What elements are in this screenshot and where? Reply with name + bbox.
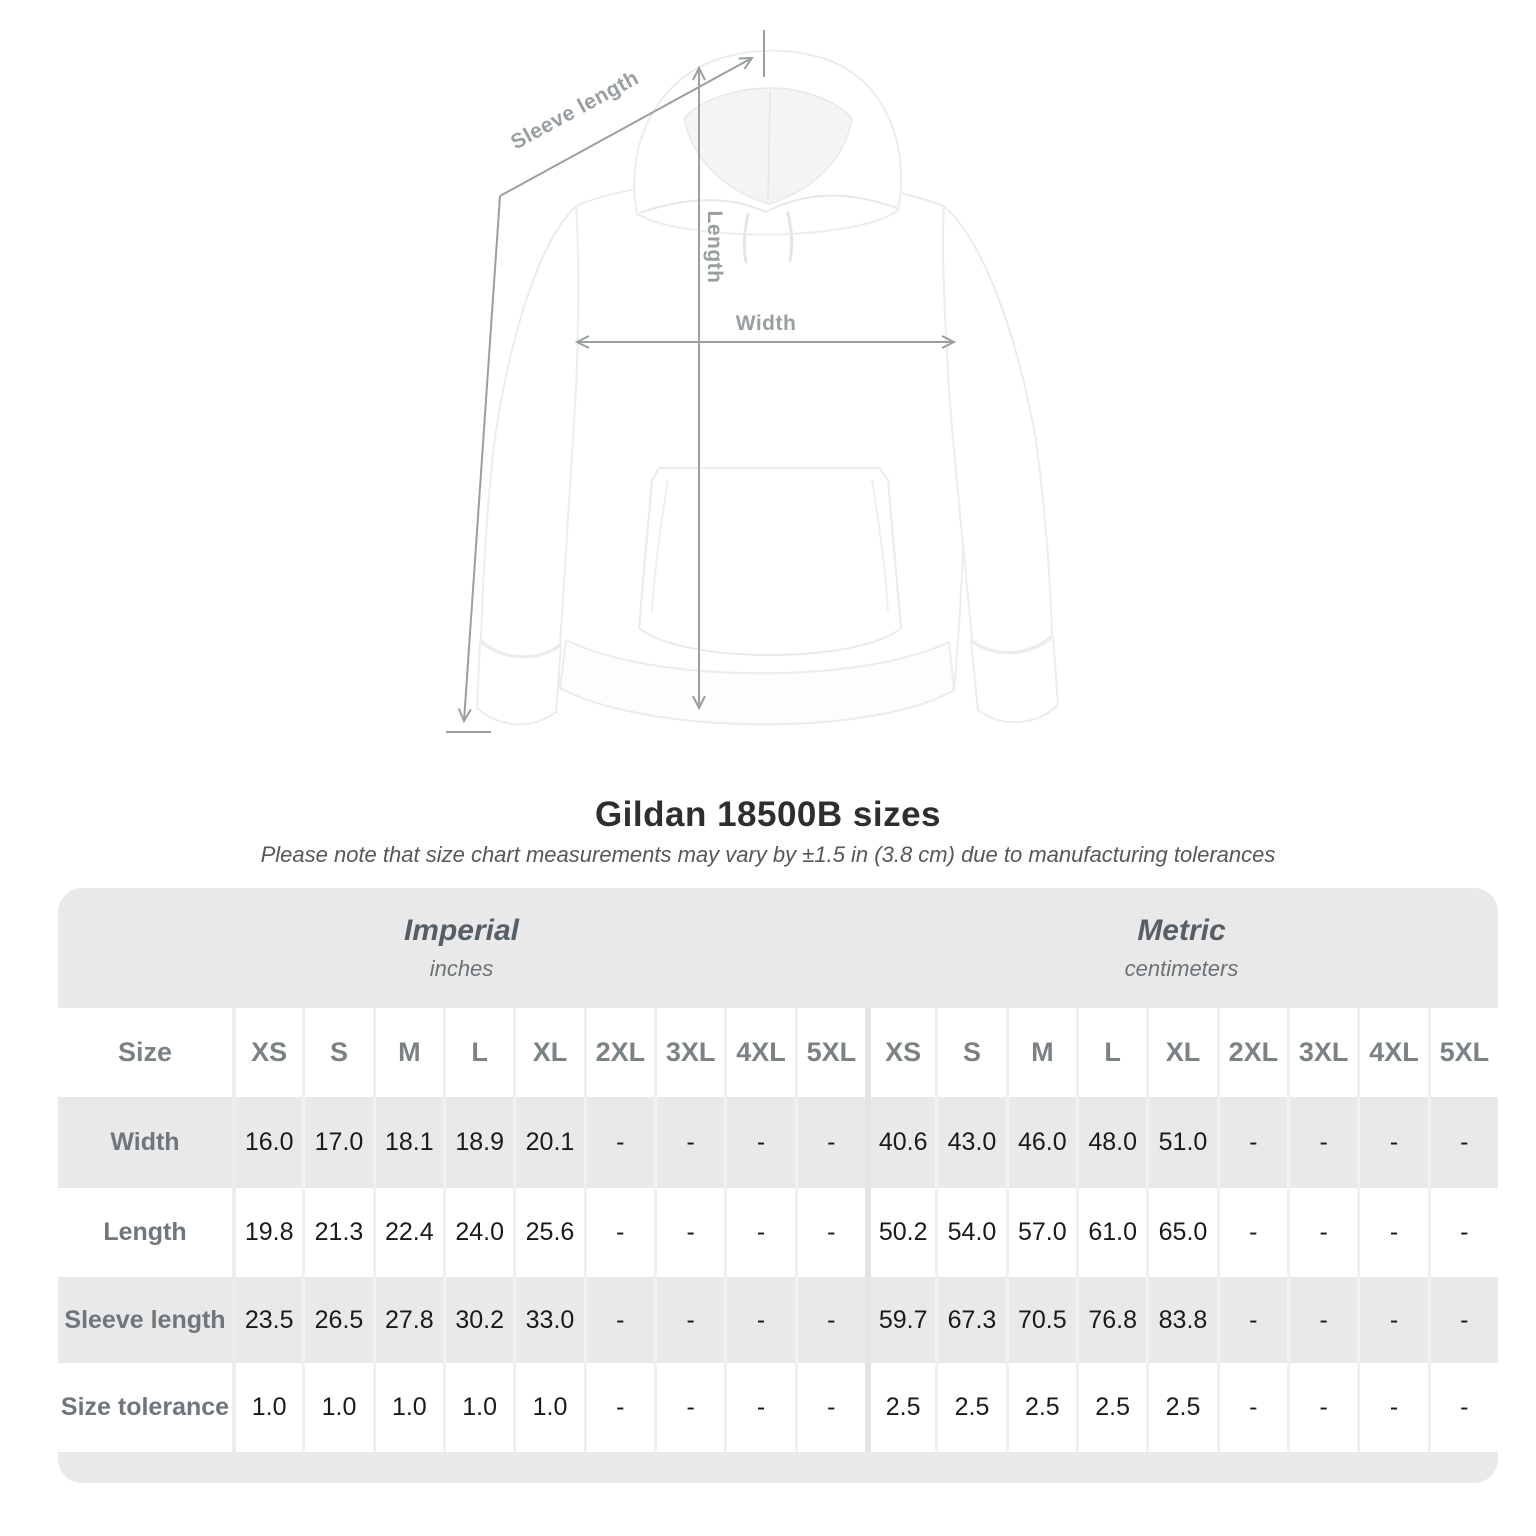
table-cell: - — [724, 1097, 794, 1188]
table-cell: - — [1287, 1363, 1357, 1452]
length-label: Length — [703, 210, 726, 284]
col-header-imperial-xl: XL — [513, 1008, 583, 1097]
col-header-metric-xl: XL — [1146, 1008, 1216, 1097]
table-cell: 54.0 — [935, 1188, 1005, 1277]
table-cell: 25.6 — [513, 1188, 583, 1277]
table-cell: 19.8 — [232, 1188, 302, 1277]
table-cell: - — [795, 1097, 865, 1188]
table-cell: 1.0 — [443, 1363, 513, 1452]
tolerance-note: Please note that size chart measurements may vary by ±1.5 in (3.8 cm) due to manufacturing tolerances — [260, 842, 1276, 867]
row-label: Width — [110, 1128, 180, 1156]
table-cell: - — [654, 1188, 724, 1277]
col-header-metric-4xl: 4XL — [1357, 1008, 1427, 1097]
size-column-header: Size — [117, 1037, 173, 1067]
table-cell: - — [654, 1363, 724, 1452]
row-label: Length — [103, 1218, 187, 1246]
table-cell: - — [1428, 1277, 1498, 1363]
table-cell: - — [795, 1363, 865, 1452]
table-cell: 27.8 — [373, 1277, 443, 1363]
table-cell: 1.0 — [373, 1363, 443, 1452]
table-cell: 67.3 — [935, 1277, 1005, 1363]
table-header-row — [58, 1008, 1498, 1097]
table-row-width — [58, 1097, 1498, 1188]
table-cell: 46.0 — [1006, 1097, 1076, 1188]
col-header-metric-xs: XS — [865, 1008, 935, 1097]
table-cell: - — [1357, 1363, 1427, 1452]
table-cell: 57.0 — [1006, 1188, 1076, 1277]
metric-section-header — [865, 888, 1498, 1008]
table-cell: - — [584, 1097, 654, 1188]
table-cell: - — [1357, 1277, 1427, 1363]
metric-title: Metric — [1137, 914, 1226, 947]
table-cell: 26.5 — [302, 1277, 372, 1363]
table-cell: - — [1287, 1097, 1357, 1188]
row-label: Size tolerance — [60, 1393, 230, 1421]
col-header-metric-5xl: 5XL — [1428, 1008, 1498, 1097]
row-label: Sleeve length — [64, 1305, 226, 1334]
table-cell: 83.8 — [1146, 1277, 1216, 1363]
imperial-title: Imperial — [403, 914, 520, 947]
table-cell: 18.1 — [373, 1097, 443, 1188]
col-header-metric-m: M — [1006, 1008, 1076, 1097]
size-table — [58, 888, 1498, 1483]
hoodie-pocket — [639, 468, 901, 655]
table-cell: - — [1428, 1363, 1498, 1452]
table-cell: - — [1217, 1097, 1287, 1188]
table-cell: 2.5 — [935, 1363, 1005, 1452]
metric-unit: centimeters — [1124, 956, 1239, 981]
hoodie-illustration — [477, 51, 1058, 725]
table-row-sleeve-length — [58, 1277, 1498, 1363]
table-cell: 40.6 — [865, 1097, 935, 1188]
table-cell: 48.0 — [1076, 1097, 1146, 1188]
col-header-imperial-m: M — [373, 1008, 443, 1097]
col-header-imperial-4xl: 4XL — [724, 1008, 794, 1097]
table-cell: - — [1357, 1188, 1427, 1277]
table-cell: 16.0 — [232, 1097, 302, 1188]
table-cell: 33.0 — [513, 1277, 583, 1363]
table-cell: 21.3 — [302, 1188, 372, 1277]
table-cell: 43.0 — [935, 1097, 1005, 1188]
table-cell: 17.0 — [302, 1097, 372, 1188]
unit-section-band — [58, 888, 1498, 1008]
imperial-unit: inches — [429, 956, 494, 981]
table-cell: 2.5 — [1006, 1363, 1076, 1452]
table-cell: 51.0 — [1146, 1097, 1216, 1188]
col-header-metric-s: S — [935, 1008, 1005, 1097]
table-cell: 65.0 — [1146, 1188, 1216, 1277]
table-cell: 59.7 — [865, 1277, 935, 1363]
table-cell: - — [584, 1188, 654, 1277]
table-cell: - — [1217, 1363, 1287, 1452]
table-cell: - — [724, 1363, 794, 1452]
col-header-imperial-xs: XS — [232, 1008, 302, 1097]
col-header-imperial-s: S — [302, 1008, 372, 1097]
table-row-length — [58, 1188, 1498, 1277]
table-footer-band — [58, 1452, 1498, 1483]
table-cell: - — [654, 1097, 724, 1188]
imperial-section-header — [58, 888, 865, 1008]
table-cell: - — [724, 1277, 794, 1363]
table-cell: 30.2 — [443, 1277, 513, 1363]
table-cell: 2.5 — [1146, 1363, 1216, 1452]
table-cell: 1.0 — [513, 1363, 583, 1452]
col-header-imperial-l: L — [443, 1008, 513, 1097]
table-cell: - — [1357, 1097, 1427, 1188]
table-cell: 22.4 — [373, 1188, 443, 1277]
table-cell: 50.2 — [865, 1188, 935, 1277]
table-cell: - — [584, 1277, 654, 1363]
col-header-imperial-5xl: 5XL — [795, 1008, 865, 1097]
table-cell: - — [1217, 1277, 1287, 1363]
table-cell: - — [795, 1188, 865, 1277]
width-label: Width — [735, 312, 797, 335]
col-header-metric-l: L — [1076, 1008, 1146, 1097]
table-cell: - — [584, 1363, 654, 1452]
table-cell: 24.0 — [443, 1188, 513, 1277]
col-header-metric-3xl: 3XL — [1287, 1008, 1357, 1097]
table-cell: - — [1287, 1188, 1357, 1277]
table-cell: 70.5 — [1006, 1277, 1076, 1363]
table-cell: - — [1428, 1188, 1498, 1277]
col-header-metric-2xl: 2XL — [1217, 1008, 1287, 1097]
table-cell: 61.0 — [1076, 1188, 1146, 1277]
table-cell: - — [654, 1277, 724, 1363]
table-cell: 20.1 — [513, 1097, 583, 1188]
table-cell: 18.9 — [443, 1097, 513, 1188]
col-header-imperial-2xl: 2XL — [584, 1008, 654, 1097]
table-row-size-tolerance — [58, 1363, 1498, 1452]
table-cell: 23.5 — [232, 1277, 302, 1363]
table-cell: - — [1428, 1097, 1498, 1188]
table-cell: 2.5 — [1076, 1363, 1146, 1452]
table-cell: - — [1287, 1277, 1357, 1363]
table-cell: - — [795, 1277, 865, 1363]
table-cell: 76.8 — [1076, 1277, 1146, 1363]
table-cell: 1.0 — [232, 1363, 302, 1452]
table-cell: 1.0 — [302, 1363, 372, 1452]
table-cell: 2.5 — [865, 1363, 935, 1452]
table-cell: - — [1217, 1188, 1287, 1277]
table-cell: - — [724, 1188, 794, 1277]
page-title: Gildan 18500B sizes — [594, 795, 942, 834]
col-header-imperial-3xl: 3XL — [654, 1008, 724, 1097]
sleeve-length-label: Sleeve length — [507, 66, 643, 155]
